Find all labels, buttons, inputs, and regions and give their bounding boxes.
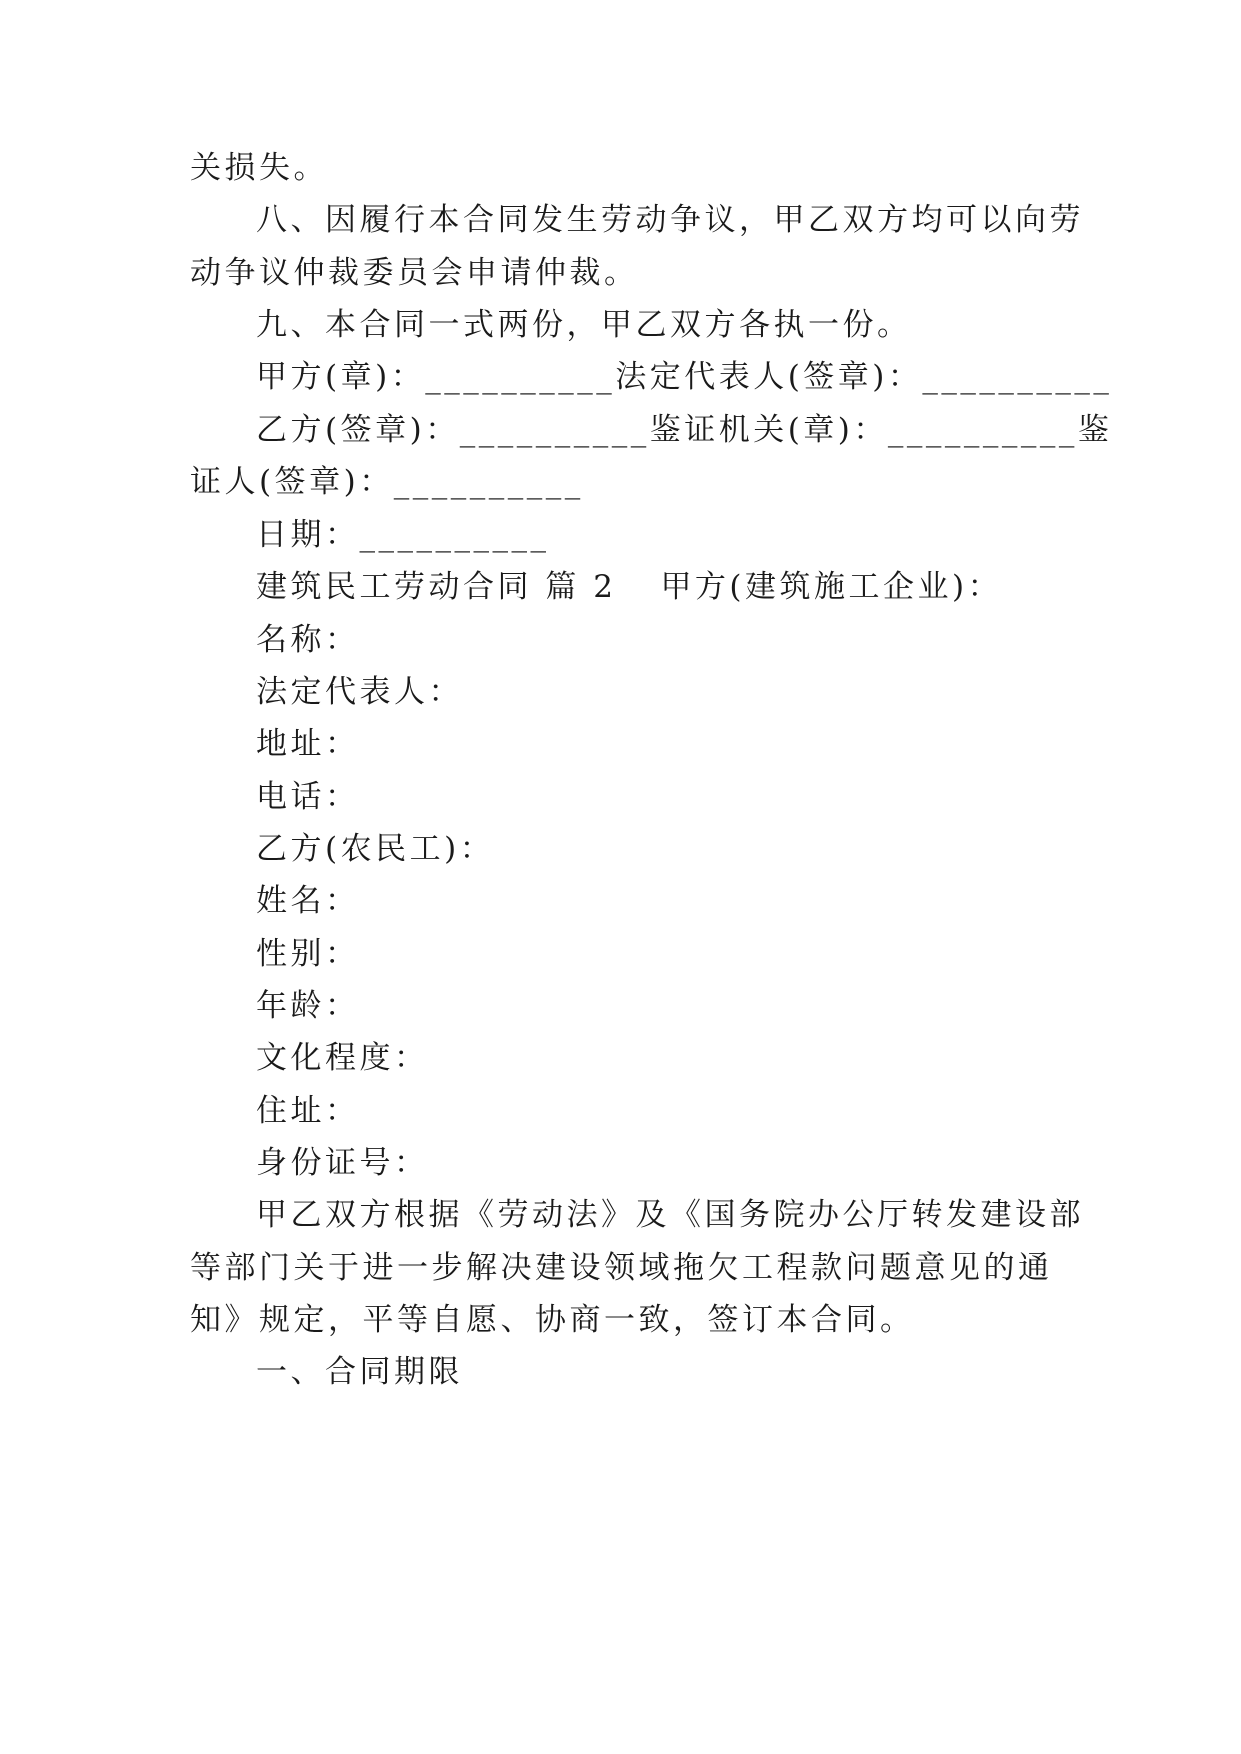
date-line <box>256 515 550 555</box>
party-b-sign-blank: __________ <box>459 412 650 448</box>
preamble-line-1: 甲乙双方根据《劳动法》及《国务院办公厅转发建设部 <box>256 1197 1084 1233</box>
notary-person-label-start: 鉴 <box>1077 412 1113 448</box>
date-label: 日期： <box>256 517 360 553</box>
field-worker-name: 姓名： <box>256 883 360 919</box>
notary-office-blank: __________ <box>887 412 1078 448</box>
contract-title: 建筑民工劳动合同 <box>256 569 532 605</box>
field-age: 年龄： <box>256 988 360 1024</box>
field-gender: 性别： <box>256 936 360 972</box>
notary-office-label: 鉴证机关(章)： <box>649 412 888 448</box>
notary-person-line <box>190 462 584 502</box>
section-contract-term: 一、合同期限 <box>256 1354 463 1390</box>
clause-8-line-2: 动争议仲裁委员会申请仲裁。 <box>190 255 639 291</box>
preamble-line-2: 等部门关于进一步解决建设领域拖欠工程款问题意见的通 <box>190 1250 1053 1286</box>
field-residence: 住址： <box>256 1093 360 1129</box>
field-legal-rep: 法定代表人： <box>256 674 463 710</box>
notary-person-label: 证人(签章)： <box>190 464 394 500</box>
clause-8-line-1: 八、因履行本合同发生劳动争议，甲乙双方均可以向劳 <box>256 202 1084 238</box>
notary-person-blank: __________ <box>393 464 584 500</box>
party-b-sign-label: 乙方(签章)： <box>256 412 460 448</box>
party-a-seal-blank: __________ <box>425 359 616 395</box>
field-name: 名称： <box>256 622 360 658</box>
field-education: 文化程度： <box>256 1040 429 1076</box>
text-line: 关损失。 <box>190 150 328 186</box>
field-id-number: 身份证号： <box>256 1145 429 1181</box>
signature-party-b-line <box>256 410 1112 450</box>
party-b-heading: 乙方(农民工)： <box>256 831 495 867</box>
legal-rep-sign-blank: __________ <box>922 359 1113 395</box>
section-tag: 篇 2 <box>545 569 617 605</box>
legal-rep-sign-label: 法定代表人(签章)： <box>615 359 923 395</box>
field-phone: 电话： <box>256 779 360 815</box>
clause-9: 九、本合同一式两份，甲乙双方各执一份。 <box>256 307 912 343</box>
date-blank: __________ <box>359 517 550 553</box>
signature-party-a-line <box>256 357 1112 397</box>
party-a-heading: 甲方(建筑施工企业)： <box>660 569 1003 605</box>
preamble-line-3: 知》规定，平等自愿、协商一致，签订本合同。 <box>190 1302 915 1338</box>
field-address: 地址： <box>256 726 360 762</box>
party-a-seal-label: 甲方(章)： <box>256 359 426 395</box>
contract-2-heading-line <box>256 567 1002 607</box>
